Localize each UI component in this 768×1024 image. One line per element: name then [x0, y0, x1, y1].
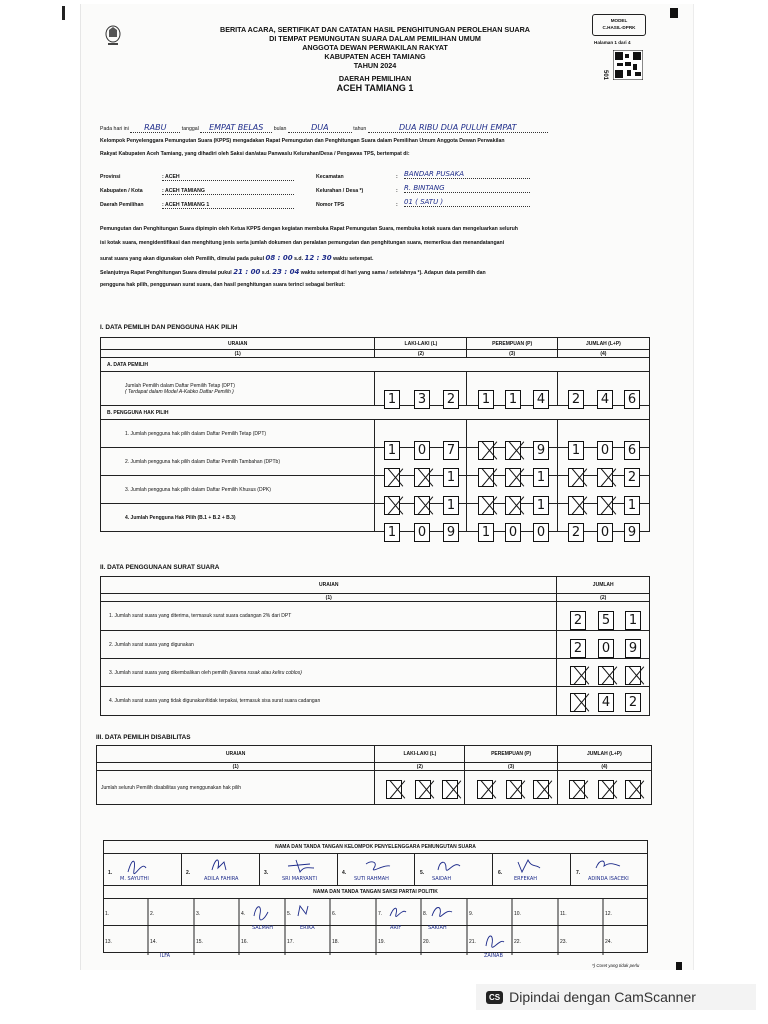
col-number: (1)	[101, 594, 557, 602]
saksi-number: 9.	[469, 911, 474, 917]
col-uraian: URAIAN	[101, 577, 557, 594]
sd-label: s.d.	[294, 256, 304, 262]
crossed-box	[478, 441, 494, 460]
row-note: (karena rusak atau keliru coblos)	[229, 669, 302, 676]
crossed-box	[506, 780, 522, 799]
digit-box: 6	[624, 441, 640, 460]
digit-box: 1	[384, 441, 400, 460]
kpps-name: M. SAYUTHI	[120, 876, 149, 882]
camscanner-label: Dipindai dengan CamScanner	[509, 989, 696, 1005]
kpps-number: 7.	[576, 870, 581, 876]
digit-box: 7	[443, 441, 459, 460]
col-laki: LAKI-LAKI (L)	[375, 746, 465, 763]
kpps-name: ADINDA ISACEKI	[588, 876, 629, 882]
col-perempuan: PEREMPUAN (P)	[465, 746, 557, 763]
header-line-3: ANGGOTA DEWAN PERWAKILAN RAKYAT	[302, 43, 448, 52]
saksi-number: 8.	[423, 911, 428, 917]
kpps-number: 1.	[108, 870, 113, 876]
digit-box: 2	[568, 390, 584, 409]
col-number: (1)	[97, 763, 375, 771]
kpps-number: 6.	[498, 870, 503, 876]
col-number: (4)	[557, 763, 651, 771]
crossed-box	[414, 468, 430, 487]
saksi-number: 17.	[287, 939, 294, 945]
digit-box: 1	[443, 468, 459, 487]
value-kelurahan: R. BINTANG	[404, 184, 530, 193]
row-ss-tidak-digunakan: 4. Jumlah surat suara yang tidak digunakan/tidak terpakai, termasuk sisa surat suara cadangan	[101, 687, 557, 716]
saksi-number: 16.	[241, 939, 248, 945]
camscanner-logo-icon: CS	[486, 991, 503, 1004]
para-text: surat suara yang akan digunakan oleh Pemilih, dimulai pada pukul	[100, 256, 265, 262]
value-bulan: DUA	[288, 123, 352, 133]
intro-line-3: Rakyat Kabupaten Aceh Tamiang, yang dihadiri oleh Saksi dan/atau Panwaslu Kelurahan/Desa / Pengawas TPS, bertempat di:	[100, 151, 410, 157]
saksi-number: 4.	[241, 911, 246, 917]
row-ss-digunakan: 2. Jumlah surat suara yang digunakan	[101, 631, 557, 659]
label-tps: Nomor TPS	[316, 202, 345, 208]
kpps-number: 3.	[264, 870, 269, 876]
row-b4: 4. Jumlah Pengguna Hak Pilih (B.1 + B.2 + B.3)	[101, 504, 375, 532]
saksi-number: 22.	[514, 939, 521, 945]
digit-box: 0	[414, 523, 430, 542]
saksi-number: 12.	[605, 911, 612, 917]
digit-box: 4	[598, 693, 614, 712]
label-dapil: Daerah Pemilihan	[100, 202, 144, 208]
crossed-box	[384, 496, 400, 515]
digit-box: 1	[533, 468, 549, 487]
digit-box: 2	[570, 611, 586, 630]
row-disabilitas: Jumlah seluruh Pemilih disabilitas yang menggunakan hak pilih	[97, 771, 375, 805]
row-label: 3. Jumlah surat suara yang dikembalikan oleh pemilih	[109, 669, 228, 676]
form-code: 501	[602, 69, 609, 81]
saksi-name: SAKIAH	[428, 925, 447, 931]
digit-box: 1	[478, 390, 494, 409]
col-uraian: URAIAN	[101, 338, 375, 350]
crossed-box	[570, 666, 586, 685]
label-kecamatan: Kecamatan	[316, 174, 344, 180]
camscanner-watermark	[476, 984, 756, 1010]
value-tahun: DUA RIBU DUA PULUH EMPAT	[368, 123, 548, 133]
para-text: waktu setempat di hari yang sama / setelahnya *). Adapun data pemilih dan	[300, 270, 486, 276]
col-number: (2)	[557, 594, 650, 602]
digit-box: 2	[570, 639, 586, 658]
para-text: waktu setempat.	[333, 256, 374, 262]
model-label: MODEL	[610, 18, 628, 23]
digit-box: 1	[384, 523, 400, 542]
digit-box: 5	[598, 611, 614, 630]
digit-box: 1	[384, 390, 400, 409]
col-jumlah: JUMLAH	[557, 577, 650, 594]
saksi-number: 11.	[560, 911, 567, 917]
para-text: Selanjutnya Rapat Penghitungan Suara dimulai pukul	[100, 270, 232, 276]
section-2-title: II. DATA PENGGUNAAN SURAT SUARA	[100, 564, 220, 571]
value-kabupaten: : ACEH TAMIANG	[162, 188, 294, 195]
digit-box: 0	[597, 441, 613, 460]
digit-box: 9	[624, 523, 640, 542]
crossed-box	[570, 693, 586, 712]
label-kabupaten: Kabupaten / Kota	[100, 188, 143, 194]
kpps-name: SRI MARYANTI	[282, 876, 317, 882]
value-dapil: : ACEH TAMIANG 1	[162, 202, 294, 209]
saksi-number: 19.	[378, 939, 385, 945]
digit-box: 1	[478, 523, 494, 542]
digit-box: 0	[598, 639, 614, 658]
row-dpt-label: Jumlah Pemilih dalam Daftar Pemilih Tetap (DPT)	[125, 382, 235, 389]
document-header	[160, 25, 590, 94]
crossed-box	[569, 780, 585, 799]
time-end-voting: 12 : 30	[304, 254, 332, 262]
row-b2: 2. Jumlah pengguna hak pilih dalam Daftar Pemilih Tambahan (DPTb)	[101, 448, 375, 476]
saksi-number: 18.	[332, 939, 339, 945]
col-number: (3)	[465, 763, 557, 771]
digit-box: 0	[533, 523, 549, 542]
col-jumlah: JUMLAH (L+P)	[557, 338, 649, 350]
saksi-number: 10.	[514, 911, 521, 917]
digit-box: 3	[414, 390, 430, 409]
label-kelurahan: Kelurahan / Desa *)	[316, 188, 364, 194]
value-tanggal: EMPAT BELAS	[200, 123, 272, 133]
crossed-box	[598, 666, 614, 685]
kpps-name: SAIDAH	[432, 876, 452, 882]
digit-box: 4	[533, 390, 549, 409]
row-b1: 1. Jumlah pengguna hak pilih dalam Daftar Pemilih Tetap (DPT)	[101, 420, 375, 448]
crossed-box	[478, 496, 494, 515]
row-dpt-sublabel: ( Terdapat dalam Model A-Kabko Daftar Pemilih )	[125, 388, 234, 395]
qr-code-icon	[613, 50, 643, 80]
digit-box: 2	[624, 468, 640, 487]
crossed-box	[505, 441, 521, 460]
saksi-number: 2.	[150, 911, 155, 917]
intro-line-2: Kelompok Penyelenggara Pemungutan Suara (KPPS) mengadakan Rapat Pemungutan dan Penghitungan Suara dalam Pemilihan Umum Anggota Dewan Perwakilan	[100, 138, 505, 144]
crossed-box	[625, 666, 641, 685]
crossed-box	[478, 468, 494, 487]
footnote: *) Coret yang tidak perlu	[592, 963, 640, 968]
saksi-name: SALMAH	[252, 925, 273, 931]
crossed-box	[442, 780, 458, 799]
sd-label: s.d.	[261, 270, 271, 276]
row-ss-dikembalikan	[101, 659, 557, 687]
value-provinsi: : ACEH	[162, 174, 294, 181]
intro-date-line	[100, 123, 548, 133]
col-perempuan: PEREMPUAN (P)	[467, 338, 557, 350]
crossed-box	[477, 780, 493, 799]
digit-box: 9	[533, 441, 549, 460]
kpps-number: 2.	[186, 870, 191, 876]
crossed-box	[597, 468, 613, 487]
col-number: (3)	[467, 350, 557, 358]
saksi-signatures	[250, 902, 510, 954]
digit-box: 0	[414, 441, 430, 460]
digit-box: 9	[625, 639, 641, 658]
time-end-count: 23 : 04	[272, 268, 300, 276]
time-start-voting: 08 : 00	[265, 254, 293, 262]
para-line-4	[100, 268, 486, 276]
saksi-number: 21.	[469, 939, 476, 945]
digit-box: 1	[533, 496, 549, 515]
crossed-box	[414, 496, 430, 515]
crossed-box	[597, 496, 613, 515]
value-hari: RABU	[130, 123, 180, 133]
saksi-number: 23.	[560, 939, 567, 945]
kpps-name: ADILA FAHIRA	[204, 876, 239, 882]
digit-box: 6	[624, 390, 640, 409]
col-laki: LAKI-LAKI (L)	[375, 338, 467, 350]
section-1-title: I. DATA PEMILIH DAN PENGGUNA HAK PILIH	[100, 324, 238, 331]
digit-box: 4	[597, 390, 613, 409]
saksi-title: NAMA DAN TANDA TANGAN SAKSI PARTAI POLITIK	[104, 886, 648, 899]
section-2-table	[100, 576, 650, 716]
crossed-box	[505, 468, 521, 487]
section-3-title: III. DATA PEMILIH DISABILITAS	[96, 734, 191, 741]
col-number: (4)	[557, 350, 649, 358]
label-bulan: bulan	[273, 126, 287, 132]
header-line-2: DI TEMPAT PEMUNGUTAN SUARA DALAM PEMILIHAN UMUM	[269, 34, 481, 43]
col-number: (2)	[375, 763, 465, 771]
section-b-title: B. PENGGUNA HAK PILIH	[101, 406, 650, 420]
saksi-number: 20.	[423, 939, 430, 945]
corner-mark	[62, 6, 65, 20]
crossed-box	[533, 780, 549, 799]
saksi-number: 13.	[105, 939, 112, 945]
saksi-number: 7.	[378, 911, 383, 917]
crossed-box	[384, 468, 400, 487]
saksi-number: 15.	[196, 939, 203, 945]
kpps-name: ERFEKAH	[514, 876, 538, 882]
col-uraian: URAIAN	[97, 746, 375, 763]
crossed-box	[598, 780, 614, 799]
digit-box: 2	[568, 523, 584, 542]
corner-mark	[670, 8, 678, 18]
digit-box: 1	[443, 496, 459, 515]
value-kecamatan: BANDAR PUSAKA	[404, 170, 530, 179]
crossed-box	[568, 496, 584, 515]
digit-box: 0	[597, 523, 613, 542]
saksi-number: 1.	[105, 911, 110, 917]
crossed-box	[625, 780, 641, 799]
kpps-name: SUTI RAHMAH	[354, 876, 389, 882]
kpps-title: NAMA DAN TANDA TANGAN KELOMPOK PENYELENGGARA PEMUNGUTAN SUARA	[104, 841, 648, 854]
corner-mark	[676, 962, 682, 970]
crossed-box	[505, 496, 521, 515]
value-tps: 01 ( SATU )	[404, 198, 530, 207]
digit-box: 1	[568, 441, 584, 460]
kpps-number: 4.	[342, 870, 347, 876]
saksi-number: 14.	[150, 939, 157, 945]
para-line-3	[100, 254, 373, 262]
label-provinsi: Provinsi	[100, 174, 121, 180]
row-dpt	[101, 372, 375, 406]
label-tahun: tahun	[353, 126, 367, 132]
model-code: C.HASIL-DPRK	[602, 25, 636, 30]
saksi-name: ZAINAB	[484, 953, 503, 959]
dapil-value: ACEH TAMIANG 1	[336, 83, 414, 93]
saksi-name: ERIKA	[300, 925, 315, 931]
digit-box: 9	[443, 523, 459, 542]
digit-box: 1	[505, 390, 521, 409]
header-line-5: TAHUN 2024	[353, 61, 397, 70]
digit-box: 1	[625, 611, 641, 630]
col-number: (1)	[101, 350, 375, 358]
section-a-title: A. DATA PEMILIH	[101, 358, 650, 372]
header-line-4: KABUPATEN ACEH TAMIANG	[324, 52, 426, 61]
model-label-box	[592, 14, 646, 36]
row-ss-diterima: 1. Jumlah surat suara yang diterima, termasuk surat suara cadangan 2% dari DPT	[101, 602, 557, 631]
col-number: (2)	[375, 350, 467, 358]
label-tanggal: tanggal	[181, 126, 199, 132]
kpu-logo-icon	[102, 24, 124, 48]
crossed-box	[568, 468, 584, 487]
digit-box: 2	[443, 390, 459, 409]
para-line-5: pengguna hak pilih, penggunaan surat suara, dan hasil penghitungan suara terinci sebagai berikut:	[100, 282, 346, 288]
saksi-name: ILFA	[160, 953, 171, 959]
dapil-heading: DAERAH PEMILIHAN	[338, 74, 412, 83]
label-pada-hari: Pada hari ini	[100, 126, 129, 132]
time-start-count: 21 : 00	[233, 268, 261, 276]
saksi-name: ARIF	[390, 925, 402, 931]
digit-box: 1	[624, 496, 640, 515]
saksi-number: 6.	[332, 911, 337, 917]
kpps-number: 5.	[420, 870, 425, 876]
digit-box: 0	[505, 523, 521, 542]
saksi-number: 5.	[287, 911, 292, 917]
row-b3: 3. Jumlah pengguna hak pilih dalam Daftar Pemilih Khusus (DPK)	[101, 476, 375, 504]
crossed-box	[415, 780, 431, 799]
para-line-2: isi kotak suara, mengidentifikasi dan menghitung jenis serta jumlah dokumen dan peralatan pemungutan dan penghitungan suara, memeriksa dan menandatangani	[100, 240, 505, 246]
para-line-1: Pemungutan dan Penghitungan Suara dipimpin oleh Ketua KPPS dengan kegiatan membuka Rapat Pemungutan Suara, membuka kotak suara dan mengeluarkan seluruh	[100, 226, 518, 232]
saksi-number: 24.	[605, 939, 612, 945]
page-indicator: Halaman 1 dari 4	[594, 40, 631, 45]
col-jumlah: JUMLAH (L+P)	[557, 746, 651, 763]
header-line-1: BERITA ACARA, SERTIFIKAT DAN CATATAN HASIL PENGHITUNGAN PEROLEHAN SUARA	[220, 25, 530, 34]
crossed-box	[386, 780, 402, 799]
digit-box: 2	[625, 693, 641, 712]
saksi-number: 3.	[196, 911, 201, 917]
